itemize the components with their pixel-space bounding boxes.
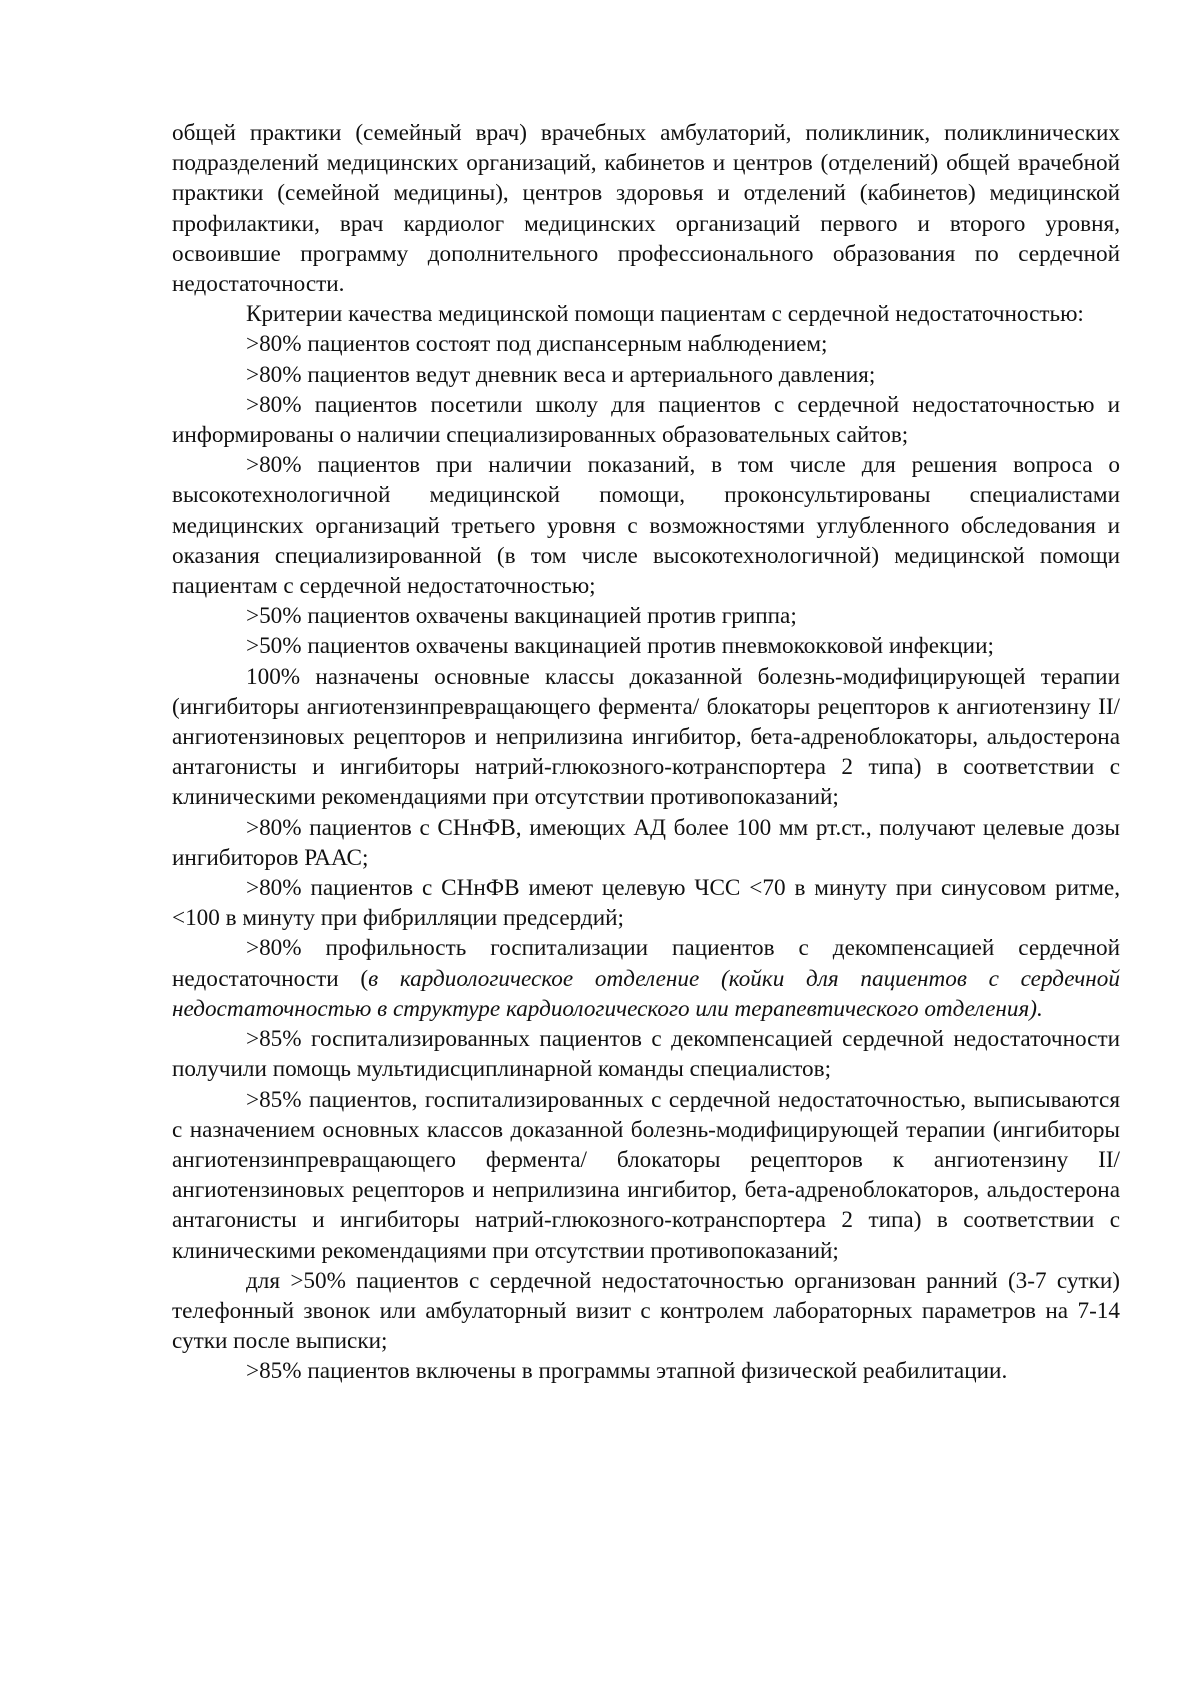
paragraph-intro-continued: общей практики (семейный врач) врачебных амбулаторий, поликлиник, поликлинических подразделений медицинских организаций, кабинетов и центров (отделений) общей врачебной практики (семейной медицины), центров здоровья и отделений (кабинетов) медицинской профилактики, врач кардиолог медицинских организаций первого и второго уровня, освоившие программу дополнительного профессионального образования по сердечной недостаточности. — [172, 120, 1120, 298]
paragraph-criterion: >80% пациентов с СНнФВ, имеющих АД более 100 мм рт.ст., получают целевые дозы ингибиторов РААС; — [172, 814, 1120, 871]
paragraph-criterion: для >50% пациентов с сердечной недостаточностью организован ранний (3-7 сутки) телефонный звонок или амбулаторный визит с контролем лабораторных параметров на 7-14 сутки после выписки; — [172, 1267, 1120, 1355]
paragraph-criteria-heading: Критерии качества медицинской помощи пациентам с сердечной недостаточностью: — [246, 301, 1084, 328]
paragraph-criterion: >85% госпитализированных пациентов с декомпенсацией сердечной недостаточности получили помощь мультидисциплинарной команды специалистов; — [172, 1026, 1120, 1083]
paragraph-criterion: >85% пациентов включены в программы этапной физической реабилитации. — [246, 1358, 1008, 1385]
paragraph-criterion: >85% пациентов, госпитализированных с сердечной недостаточностью, выписываются с назначением основных классов доказанной болезнь-модифицирующей терапии (ингибиторы ангиотензинпревращающего фермента/ блокаторы рецепторов к ангиотензину II/ ангиотензиновых рецепторов и неприлизина ингибитор, бета-адреноблокаторов, альдостерона антагонисты и ингибиторы натрий-глюкозного-котранспортера 2 типа) в соответствии с клиническими рекомендациями при отсутствии противопоказаний; — [172, 1086, 1120, 1264]
paragraph-criterion: >80% пациентов посетили школу для пациентов с сердечной недостаточностью и информированы о наличии специализированных образовательных сайтов; — [172, 391, 1120, 449]
paragraph-criterion: >80% пациентов ведут дневник веса и артериального давления; — [246, 361, 876, 388]
paragraph-italic-text: в кардиологическое отделение (койки для пациентов с сердечной недостаточностью в структуре кардиологического или терапевтического отделения). — [172, 965, 1120, 1022]
paragraph-criterion: >80% пациентов при наличии показаний, в том числе для решения вопроса о высокотехнологичной медицинской помощи, проконсультированы специалистами медицинских организаций третьего уровня с возможностями углубленного обследования и оказания специализированной (в том числе высокотехнологичной) медицинской помощи пациентам с сердечной недостаточностью; — [172, 452, 1120, 600]
paragraph-text: >80% профильность госпитализации пациентов с декомпенсацией сердечной недостаточности ( — [172, 935, 1120, 992]
paragraph-criterion: >50% пациентов охвачены вакцинацией против гриппа; — [246, 603, 797, 630]
paragraph-criterion: 100% назначены основные классы доказанной болезнь-модифицирующей терапии (ингибиторы ангиотензинпревращающего фермента/ блокаторы рецепторов к ангиотензину II/ ангиотензиновых рецепторов и неприлизина ингибитор, бета-адреноблокаторы, альдостерона антагонисты и ингибиторы натрий-глюкозного-котранспортера 2 типа) в соответствии с клиническими рекомендациями при отсутствии противопоказаний; — [172, 663, 1120, 811]
paragraph-criterion: >80% пациентов состоят под диспансерным наблюдением; — [246, 331, 828, 358]
paragraph-criterion: >80% пациентов с СНнФВ имеют целевую ЧСС <70 в минуту при синусовом ритме, <100 в минуту при фибрилляции предсердий; — [172, 875, 1120, 932]
paragraph-criterion: >50% пациентов охвачены вакцинацией против пневмококковой инфекции; — [246, 633, 994, 660]
paragraph-criterion-hospitalization — [172, 933, 1120, 1024]
document-body — [172, 118, 1120, 1387]
